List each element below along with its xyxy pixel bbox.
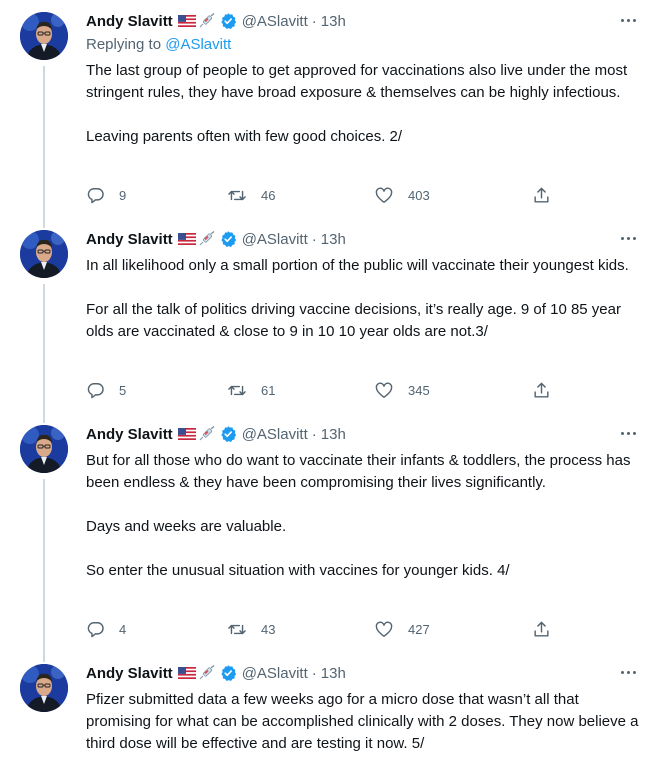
like-count: 345: [408, 382, 430, 398]
retweet-count: 61: [261, 382, 276, 398]
share-button[interactable]: [532, 380, 551, 400]
more-options-icon[interactable]: [616, 230, 640, 246]
tweet-1[interactable]: [0, 0, 654, 218]
retweet-button[interactable]: [227, 619, 275, 639]
thread-line: [43, 218, 45, 228]
tweet-3[interactable]: [0, 413, 654, 652]
author-handle[interactable]: @ASlavitt: [241, 664, 308, 682]
reply-icon: [86, 381, 105, 400]
avatar[interactable]: [20, 425, 68, 473]
tweet-header: [86, 662, 346, 684]
syringe-icon: [198, 665, 216, 681]
reply-icon: [86, 620, 105, 639]
tweet-header: [86, 10, 346, 32]
author-handle[interactable]: @ASlavitt: [241, 425, 308, 443]
replying-to: [86, 36, 231, 53]
retweet-icon: [227, 381, 247, 400]
tweet-paragraph: For all the talk of politics driving vaccine decisions, it’s really age. 9 of 10 85 year olds are vaccinated & close to 9 in 10 10 year olds are not.3/: [86, 301, 621, 340]
tweet-4[interactable]: [0, 652, 654, 768]
timestamp[interactable]: 13h: [320, 230, 346, 248]
retweet-icon: [227, 186, 247, 205]
separator-dot: ·: [311, 12, 317, 30]
retweet-icon: [227, 620, 247, 639]
author-name[interactable]: Andy Slavitt: [86, 12, 173, 30]
share-icon: [532, 381, 551, 400]
tweet-paragraph: But for all those who do want to vaccinate their infants & toddlers, the process has been endless & they have been compromising their lives significantly.: [86, 452, 631, 491]
syringe-icon: [198, 231, 216, 247]
reply-count: 4: [119, 621, 127, 637]
tweet-header: [86, 423, 346, 445]
author-handle[interactable]: @ASlavitt: [241, 12, 308, 30]
more-options-icon[interactable]: [616, 12, 640, 28]
retweet-count: 46: [261, 187, 276, 203]
verified-badge-icon: [219, 664, 237, 682]
author-name[interactable]: Andy Slavitt: [86, 664, 173, 682]
author-name[interactable]: Andy Slavitt: [86, 425, 173, 443]
tweet-paragraph: So enter the unusual situation with vaccines for younger kids. 4/: [86, 562, 510, 579]
timestamp[interactable]: 13h: [320, 664, 346, 682]
thread-line: [43, 284, 45, 413]
tweet-paragraph: The last group of people to get approved for vaccinations also live under the most stringent rules, they have broad exposure & themselves can be highly infectious.: [86, 62, 628, 101]
heart-icon: [374, 186, 394, 205]
replying-to-handle-link[interactable]: @ASlavitt: [165, 36, 232, 53]
tweet-paragraph: Days and weeks are valuable.: [86, 518, 287, 535]
reply-count: 9: [119, 187, 127, 203]
like-count: 427: [408, 621, 430, 637]
share-button[interactable]: [532, 619, 551, 639]
verified-badge-icon: [219, 12, 237, 30]
replying-to-label: Replying to: [86, 36, 162, 53]
separator-dot: ·: [311, 425, 317, 443]
us-flag-icon: [178, 15, 196, 27]
tweet-text: [86, 689, 642, 755]
separator-dot: ·: [311, 230, 317, 248]
retweet-button[interactable]: [227, 185, 275, 205]
tweet-header: [86, 228, 346, 250]
retweet-button[interactable]: [227, 380, 275, 400]
thread-line: [43, 479, 45, 652]
syringe-icon: [198, 13, 216, 29]
thread-line: [43, 652, 45, 662]
verified-badge-icon: [219, 425, 237, 443]
like-button[interactable]: [374, 380, 430, 400]
reply-button[interactable]: [86, 619, 126, 639]
separator-dot: ·: [311, 664, 317, 682]
timestamp[interactable]: 13h: [320, 425, 346, 443]
reply-button[interactable]: [86, 380, 126, 400]
retweet-count: 43: [261, 621, 276, 637]
us-flag-icon: [178, 428, 196, 440]
us-flag-icon: [178, 233, 196, 245]
syringe-icon: [198, 426, 216, 442]
tweet-text: [86, 255, 642, 343]
reply-count: 5: [119, 382, 127, 398]
thread-line: [43, 66, 45, 218]
timestamp[interactable]: 13h: [320, 12, 346, 30]
author-handle[interactable]: @ASlavitt: [241, 230, 308, 248]
like-button[interactable]: [374, 619, 430, 639]
reply-icon: [86, 186, 105, 205]
share-icon: [532, 620, 551, 639]
tweet-paragraph: In all likelihood only a small portion of the public will vaccinate their youngest kids.: [86, 257, 629, 274]
like-count: 403: [408, 187, 430, 203]
tweet-2[interactable]: [0, 218, 654, 413]
tweet-paragraph: Leaving parents often with few good choices. 2/: [86, 128, 403, 145]
author-name[interactable]: Andy Slavitt: [86, 230, 173, 248]
tweet-text: [86, 60, 642, 148]
action-bar: [86, 619, 556, 639]
reply-button[interactable]: [86, 185, 126, 205]
verified-badge-icon: [219, 230, 237, 248]
avatar[interactable]: [20, 664, 68, 712]
like-button[interactable]: [374, 185, 430, 205]
tweet-paragraph: Pfizer submitted data a few weeks ago for a micro dose that wasn’t all that promising for what can be accomplished clinically with 2 doses. They now believe a third dose will be effective and are testing it now. 5/: [86, 691, 639, 752]
heart-icon: [374, 381, 394, 400]
action-bar: [86, 185, 556, 205]
avatar[interactable]: [20, 12, 68, 60]
us-flag-icon: [178, 667, 196, 679]
more-options-icon[interactable]: [616, 425, 640, 441]
share-icon: [532, 186, 551, 205]
thread-line: [43, 413, 45, 423]
more-options-icon[interactable]: [616, 664, 640, 680]
heart-icon: [374, 620, 394, 639]
tweet-text: [86, 450, 642, 582]
action-bar: [86, 380, 556, 400]
avatar[interactable]: [20, 230, 68, 278]
share-button[interactable]: [532, 185, 551, 205]
